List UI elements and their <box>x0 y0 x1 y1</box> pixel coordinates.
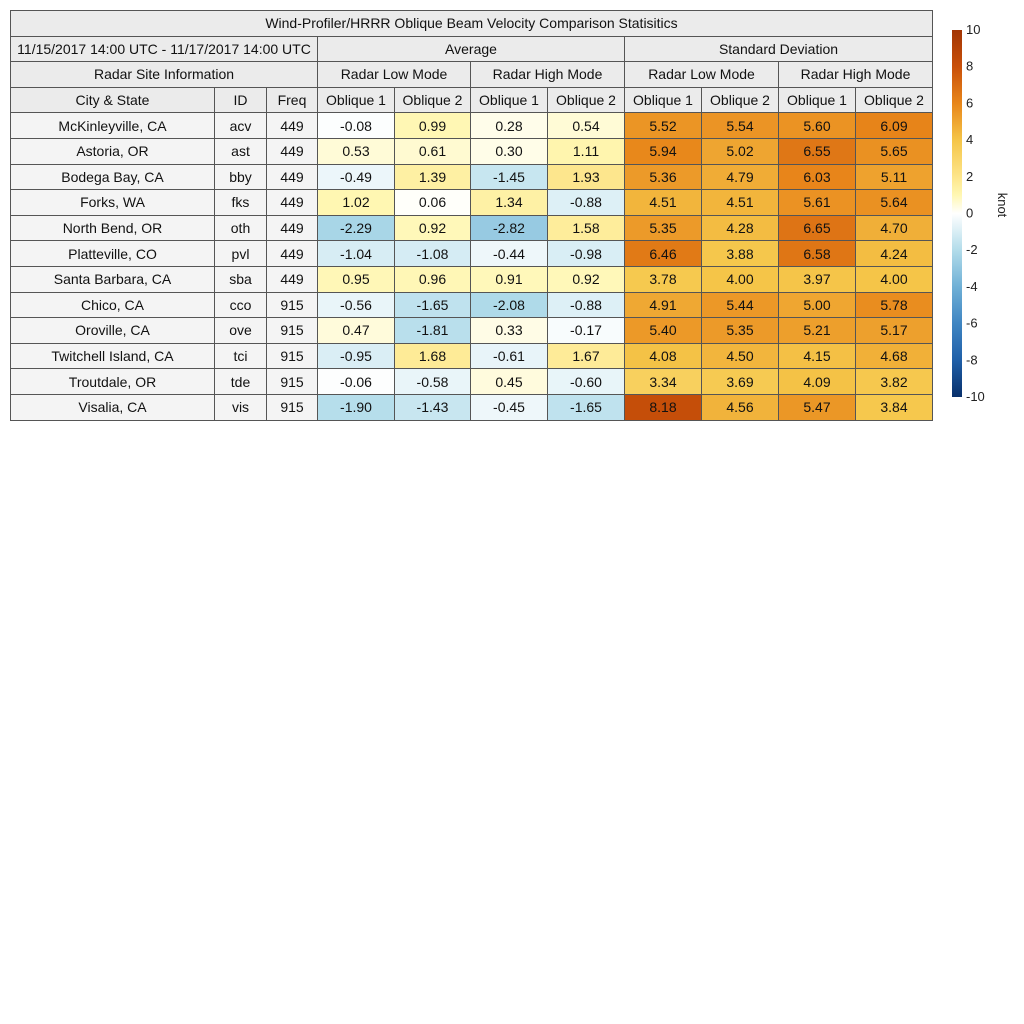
column-header-std-high-oblique-2: Oblique 2 <box>856 87 933 113</box>
value-cell: 4.51 <box>625 190 702 216</box>
colorbar-tick-label: -4 <box>966 278 978 294</box>
value-cell: 4.28 <box>702 215 779 241</box>
site-freq-cell: 915 <box>267 292 318 318</box>
value-cell: 4.68 <box>856 343 933 369</box>
value-cell: -0.17 <box>548 318 625 344</box>
site-freq-cell: 449 <box>267 190 318 216</box>
site-city-cell: Chico, CA <box>11 292 215 318</box>
site-id-cell: acv <box>215 113 267 139</box>
value-cell: 3.69 <box>702 369 779 395</box>
value-cell: 4.08 <box>625 343 702 369</box>
value-cell: 5.65 <box>856 138 933 164</box>
column-header-avg-low-oblique-2: Oblique 2 <box>395 87 471 113</box>
site-city-cell: Santa Barbara, CA <box>11 266 215 292</box>
column-header-avg-high-oblique-1: Oblique 1 <box>471 87 548 113</box>
value-cell: 1.11 <box>548 138 625 164</box>
value-cell: 5.60 <box>779 113 856 139</box>
site-id-cell: fks <box>215 190 267 216</box>
table-row <box>11 113 933 139</box>
site-freq-cell: 449 <box>267 241 318 267</box>
value-cell: -0.08 <box>318 113 395 139</box>
value-cell: 1.58 <box>548 215 625 241</box>
value-cell: 0.99 <box>395 113 471 139</box>
site-freq-cell: 915 <box>267 369 318 395</box>
value-cell: 5.78 <box>856 292 933 318</box>
site-city-cell: Forks, WA <box>11 190 215 216</box>
site-city-cell: Twitchell Island, CA <box>11 343 215 369</box>
table-row <box>11 394 933 420</box>
value-cell: -0.88 <box>548 190 625 216</box>
value-cell: 8.18 <box>625 394 702 420</box>
table-row <box>11 190 933 216</box>
site-freq-cell: 449 <box>267 113 318 139</box>
value-cell: 5.17 <box>856 318 933 344</box>
value-cell: 6.55 <box>779 138 856 164</box>
value-cell: 4.51 <box>702 190 779 216</box>
colorbar-label: knot <box>995 192 1010 218</box>
value-cell: 5.02 <box>702 138 779 164</box>
value-cell: -0.45 <box>471 394 548 420</box>
value-cell: -1.65 <box>548 394 625 420</box>
statistics-table <box>10 10 933 421</box>
value-cell: 0.92 <box>395 215 471 241</box>
value-cell: 5.54 <box>702 113 779 139</box>
value-cell: 4.00 <box>702 266 779 292</box>
value-cell: -0.61 <box>471 343 548 369</box>
site-city-cell: Visalia, CA <box>11 394 215 420</box>
site-id-cell: oth <box>215 215 267 241</box>
value-cell: 4.70 <box>856 215 933 241</box>
value-cell: -1.90 <box>318 394 395 420</box>
site-id-cell: tci <box>215 343 267 369</box>
colorbar-tick-label: 2 <box>966 168 974 184</box>
table-row <box>11 369 933 395</box>
colorbar-tick-label: 6 <box>966 95 974 111</box>
value-cell: 5.94 <box>625 138 702 164</box>
value-cell: 0.96 <box>395 266 471 292</box>
value-cell: -0.49 <box>318 164 395 190</box>
colorbar-tick-label: -8 <box>966 352 978 368</box>
group-header-average: Average <box>318 36 625 62</box>
value-cell: 0.53 <box>318 138 395 164</box>
colorbar-ticks <box>966 22 985 404</box>
column-header-std-high-oblique-1: Oblique 1 <box>779 87 856 113</box>
value-cell: 5.44 <box>702 292 779 318</box>
site-id-cell: tde <box>215 369 267 395</box>
value-cell: 0.95 <box>318 266 395 292</box>
value-cell: 5.64 <box>856 190 933 216</box>
value-cell: 3.82 <box>856 369 933 395</box>
value-cell: 5.61 <box>779 190 856 216</box>
site-freq-cell: 915 <box>267 343 318 369</box>
mode-header-avg-low: Radar Low Mode <box>318 62 471 88</box>
value-cell: 0.06 <box>395 190 471 216</box>
colorbar-tick-label: -10 <box>966 389 985 404</box>
value-cell: 5.00 <box>779 292 856 318</box>
value-cell: -0.06 <box>318 369 395 395</box>
value-cell: -1.65 <box>395 292 471 318</box>
table-body <box>11 113 933 420</box>
table-row <box>11 318 933 344</box>
table-row <box>11 241 933 267</box>
value-cell: 3.78 <box>625 266 702 292</box>
column-header-id: ID <box>215 87 267 113</box>
value-cell: 1.67 <box>548 343 625 369</box>
colorbar-tick-label: -2 <box>966 242 978 258</box>
colorbar-tick-label: 8 <box>966 58 974 74</box>
value-cell: 4.50 <box>702 343 779 369</box>
colorbar <box>948 20 1012 410</box>
value-cell: 6.03 <box>779 164 856 190</box>
column-header-avg-high-oblique-2: Oblique 2 <box>548 87 625 113</box>
mode-header-std-low: Radar Low Mode <box>625 62 779 88</box>
value-cell: -0.56 <box>318 292 395 318</box>
value-cell: 1.93 <box>548 164 625 190</box>
value-cell: -1.04 <box>318 241 395 267</box>
value-cell: 4.79 <box>702 164 779 190</box>
value-cell: 0.45 <box>471 369 548 395</box>
mode-header-avg-high: Radar High Mode <box>471 62 625 88</box>
date-range: 11/15/2017 14:00 UTC - 11/17/2017 14:00 UTC <box>11 36 318 62</box>
site-id-cell: cco <box>215 292 267 318</box>
site-freq-cell: 449 <box>267 215 318 241</box>
site-freq-cell: 449 <box>267 266 318 292</box>
value-cell: 3.97 <box>779 266 856 292</box>
site-city-cell: Oroville, CA <box>11 318 215 344</box>
value-cell: 0.28 <box>471 113 548 139</box>
site-city-cell: Bodega Bay, CA <box>11 164 215 190</box>
value-cell: 1.68 <box>395 343 471 369</box>
table-row <box>11 215 933 241</box>
site-city-cell: McKinleyville, CA <box>11 113 215 139</box>
value-cell: 4.09 <box>779 369 856 395</box>
site-city-cell: Astoria, OR <box>11 138 215 164</box>
value-cell: 5.35 <box>702 318 779 344</box>
site-id-cell: sba <box>215 266 267 292</box>
colorbar-gradient <box>952 30 962 397</box>
value-cell: -1.45 <box>471 164 548 190</box>
table-row <box>11 266 933 292</box>
site-city-cell: North Bend, OR <box>11 215 215 241</box>
value-cell: 4.00 <box>856 266 933 292</box>
value-cell: -2.82 <box>471 215 548 241</box>
value-cell: 6.09 <box>856 113 933 139</box>
value-cell: -0.98 <box>548 241 625 267</box>
value-cell: -1.08 <box>395 241 471 267</box>
site-freq-cell: 449 <box>267 138 318 164</box>
value-cell: 4.56 <box>702 394 779 420</box>
table-title: Wind-Profiler/HRRR Oblique Beam Velocity Comparison Statisitics <box>11 11 933 37</box>
value-cell: 0.92 <box>548 266 625 292</box>
value-cell: -1.43 <box>395 394 471 420</box>
colorbar-tick-label: 0 <box>966 205 974 221</box>
value-cell: -2.29 <box>318 215 395 241</box>
site-id-cell: ove <box>215 318 267 344</box>
value-cell: 0.61 <box>395 138 471 164</box>
value-cell: 1.34 <box>471 190 548 216</box>
value-cell: 0.30 <box>471 138 548 164</box>
value-cell: 5.35 <box>625 215 702 241</box>
value-cell: 0.33 <box>471 318 548 344</box>
colorbar-tick-label: -6 <box>966 315 978 331</box>
colorbar-tick-label: 4 <box>966 132 974 148</box>
table-row <box>11 292 933 318</box>
site-city-cell: Troutdale, OR <box>11 369 215 395</box>
value-cell: -0.44 <box>471 241 548 267</box>
column-header-std-low-oblique-1: Oblique 1 <box>625 87 702 113</box>
site-freq-cell: 449 <box>267 164 318 190</box>
table-row <box>11 138 933 164</box>
value-cell: 0.47 <box>318 318 395 344</box>
table-row <box>11 343 933 369</box>
value-cell: 5.21 <box>779 318 856 344</box>
value-cell: -2.08 <box>471 292 548 318</box>
value-cell: 6.46 <box>625 241 702 267</box>
value-cell: 4.15 <box>779 343 856 369</box>
value-cell: 3.34 <box>625 369 702 395</box>
value-cell: 0.91 <box>471 266 548 292</box>
table-row <box>11 164 933 190</box>
value-cell: 1.02 <box>318 190 395 216</box>
value-cell: 6.65 <box>779 215 856 241</box>
column-header-city: City & State <box>11 87 215 113</box>
mode-header-std-high: Radar High Mode <box>779 62 933 88</box>
site-info-header: Radar Site Information <box>11 62 318 88</box>
group-header-std-dev: Standard Deviation <box>625 36 933 62</box>
value-cell: 4.91 <box>625 292 702 318</box>
column-header-avg-low-oblique-1: Oblique 1 <box>318 87 395 113</box>
value-cell: 5.36 <box>625 164 702 190</box>
value-cell: 5.40 <box>625 318 702 344</box>
site-id-cell: ast <box>215 138 267 164</box>
value-cell: 3.88 <box>702 241 779 267</box>
value-cell: -0.95 <box>318 343 395 369</box>
site-freq-cell: 915 <box>267 394 318 420</box>
value-cell: -0.60 <box>548 369 625 395</box>
site-id-cell: bby <box>215 164 267 190</box>
value-cell: -1.81 <box>395 318 471 344</box>
column-header-std-low-oblique-2: Oblique 2 <box>702 87 779 113</box>
value-cell: 3.84 <box>856 394 933 420</box>
site-id-cell: pvl <box>215 241 267 267</box>
colorbar-tick-label: 10 <box>966 22 981 37</box>
column-header-freq: Freq <box>267 87 318 113</box>
value-cell: -0.58 <box>395 369 471 395</box>
value-cell: -0.88 <box>548 292 625 318</box>
value-cell: 4.24 <box>856 241 933 267</box>
value-cell: 5.52 <box>625 113 702 139</box>
value-cell: 0.54 <box>548 113 625 139</box>
value-cell: 5.47 <box>779 394 856 420</box>
site-id-cell: vis <box>215 394 267 420</box>
site-city-cell: Platteville, CO <box>11 241 215 267</box>
value-cell: 1.39 <box>395 164 471 190</box>
value-cell: 5.11 <box>856 164 933 190</box>
site-freq-cell: 915 <box>267 318 318 344</box>
value-cell: 6.58 <box>779 241 856 267</box>
